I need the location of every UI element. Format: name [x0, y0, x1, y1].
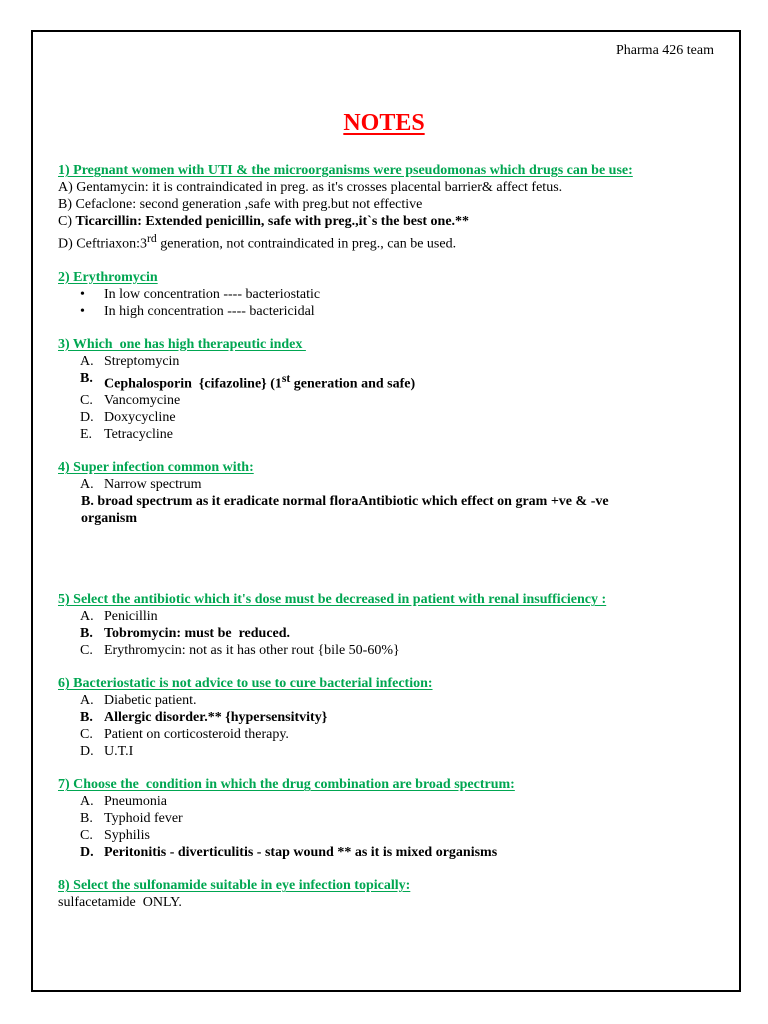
option-marker: A. — [80, 794, 94, 810]
option-marker: C. — [80, 393, 93, 409]
option-7d — [58, 844, 718, 861]
answer-1d-sup: rd — [147, 232, 157, 245]
answer-1d-pre: D) Ceftriaxon:3 — [58, 236, 148, 252]
option-text: Pneumonia — [104, 794, 167, 810]
option-text: Tobromycin: must be reduced. — [104, 626, 291, 642]
option-marker: A. — [80, 609, 94, 625]
option-3e — [58, 426, 718, 443]
option-marker: E. — [80, 427, 93, 443]
option-marker: C. — [80, 727, 93, 743]
option-text: Allergic disorder.** {hypersensitvity} — [104, 710, 328, 726]
option-6d — [58, 743, 718, 760]
option-3b-pre: Cephalosporin {cifazoline} (1 — [104, 376, 282, 392]
answer-1d — [58, 230, 718, 253]
option-text: Peritonitis - diverticulitis - stap wound ** as it is mixed organisms — [104, 845, 498, 861]
option-marker: A. — [80, 353, 94, 369]
bullet-list-2 — [58, 286, 718, 320]
option-text: Erythromycin: not as it has other rout {bile 50-60%} — [104, 643, 400, 659]
question-3: 3) Which one has high therapeutic index — [58, 336, 306, 352]
option-text: U.T.I — [104, 744, 134, 760]
answer-1c — [58, 213, 718, 230]
option-4a — [58, 476, 718, 493]
list-item: • In low concentration ---- bacteriostatic — [58, 286, 718, 303]
question-1: 1) Pregnant women with UTI & the microorganisms were pseudomonas which drugs can be use: — [58, 163, 633, 178]
option-marker: D. — [80, 744, 94, 760]
section-1 — [58, 162, 718, 253]
option-7c — [58, 827, 718, 844]
options-5 — [58, 608, 718, 659]
option-text: Patient on corticosteroid therapy. — [104, 727, 289, 743]
option-6a — [58, 692, 718, 709]
option-4b-line1: B. broad spectrum as it eradicate normal floraAntibiotic which effect on gram +ve & -ve — [81, 494, 609, 510]
question-8: 8) Select the sulfonamide suitable in eye infection topically: — [58, 878, 411, 894]
header-team: Pharma 426 team — [616, 43, 714, 58]
answer-1c-text: Ticarcillin: Extended penicillin, safe with preg.,it`s the best one.** — [75, 214, 470, 229]
option-3b-post: generation and safe) — [290, 376, 416, 392]
option-text: Streptomycin — [104, 353, 180, 369]
option-text: Narrow spectrum — [104, 477, 202, 493]
answer-1c-prefix: C) — [58, 214, 76, 229]
option-text: Doxycycline — [104, 410, 176, 426]
options-7 — [58, 793, 718, 861]
option-marker: C. — [80, 828, 93, 844]
option-3b — [58, 370, 718, 393]
section-7 — [58, 776, 718, 861]
option-marker: D. — [80, 845, 94, 861]
option-marker: D. — [80, 410, 94, 426]
options-6 — [58, 692, 718, 760]
section-6 — [58, 675, 718, 760]
option-7a — [58, 793, 718, 810]
answer-1a: A) Gentamycin: it is contraindicated in preg. as it's crosses placental barrier& affect fetus. — [58, 180, 563, 195]
answer-8: sulfacetamide ONLY. — [58, 895, 182, 911]
option-6c — [58, 726, 718, 743]
option-4b-line2: organism — [81, 511, 137, 527]
option-marker: A. — [80, 477, 94, 493]
question-7: 7) Choose the condition in which the drug combination are broad spectrum: — [58, 777, 515, 793]
list-item: • In high concentration ---- bactericidal — [58, 303, 718, 320]
page-title: NOTES — [343, 110, 425, 136]
option-marker: B. — [80, 370, 93, 386]
options-4 — [58, 476, 718, 493]
option-5c — [58, 642, 718, 659]
option-6b — [58, 709, 718, 726]
option-marker: B. — [80, 626, 93, 642]
option-marker: B. — [80, 710, 93, 726]
option-text: Syphilis — [104, 828, 150, 844]
option-text: Vancomycine — [104, 393, 181, 409]
option-3d — [58, 409, 718, 426]
question-4: 4) Super infection common with: — [58, 460, 254, 476]
option-3b-sup: st — [281, 371, 291, 385]
option-5b — [58, 625, 718, 642]
answer-1d-post: generation, not contraindicated in preg., can be used. — [156, 236, 457, 252]
answer-1b: B) Cefaclone: second generation ,safe with preg.but not effective — [58, 197, 423, 212]
spacer — [58, 543, 718, 591]
option-7b — [58, 810, 718, 827]
section-2 — [58, 269, 718, 320]
option-marker: B. — [80, 811, 93, 827]
question-6: 6) Bacteriostatic is not advice to use to cure bacterial infection: — [58, 676, 433, 692]
option-text: Diabetic patient. — [104, 693, 197, 709]
option-text: Tetracycline — [104, 427, 173, 443]
option-text: Penicillin — [104, 609, 158, 625]
option-marker: C. — [80, 643, 93, 659]
option-marker: A. — [80, 693, 94, 709]
notes-content — [58, 162, 718, 927]
option-text: Typhoid fever — [104, 811, 183, 827]
option-5a — [58, 608, 718, 625]
option-3a — [58, 353, 718, 370]
option-3c — [58, 392, 718, 409]
options-3 — [58, 353, 718, 444]
section-3 — [58, 336, 718, 444]
question-2: 2) Erythromycin — [58, 269, 158, 285]
section-5 — [58, 591, 718, 659]
section-8 — [58, 877, 718, 911]
section-4 — [58, 459, 718, 527]
question-5: 5) Select the antibiotic which it's dose must be decreased in patient with renal insufficiency : — [58, 592, 607, 608]
